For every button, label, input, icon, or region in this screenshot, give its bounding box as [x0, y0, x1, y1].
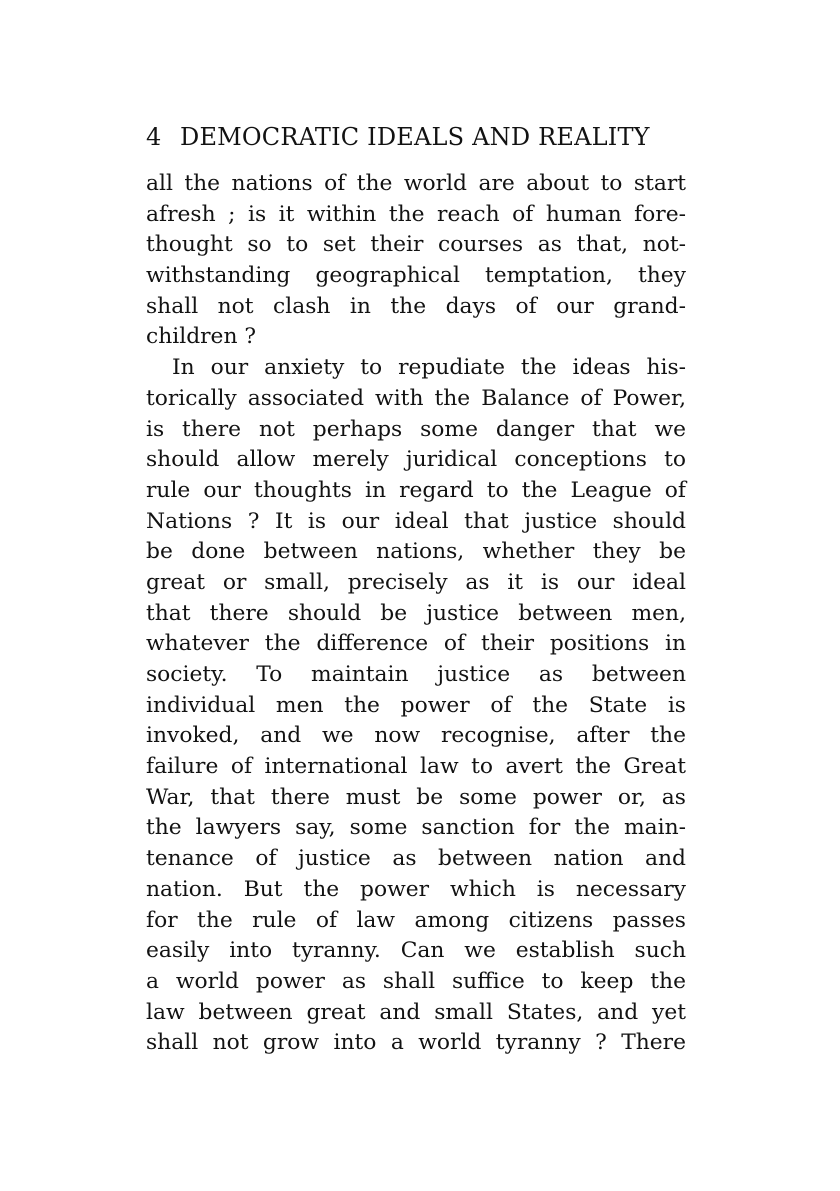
text-line: should allow merely juridical conceptions to: [146, 447, 686, 473]
text-line: tenance of justice as between nation and: [146, 846, 686, 872]
text-line: is there not perhaps some danger that we: [146, 416, 686, 442]
text-line: afresh ; is it within the reach of human fore-: [146, 201, 686, 227]
text-line: be done between nations, whether they be: [146, 539, 686, 565]
text-line: Nations ? It is our ideal that justice should: [146, 508, 686, 534]
text-line: failure of international law to avert the Great: [146, 754, 686, 780]
text-line: withstanding geographical temptation, they: [146, 263, 686, 289]
running-title: DEMOCRATIC IDEALS AND REALITY: [180, 123, 650, 151]
text-line: nation. But the power which is necessary: [146, 876, 686, 902]
text-line: a world power as shall suffice to keep the: [146, 968, 686, 994]
text-line: law between great and small States, and yet: [146, 999, 686, 1025]
text-line: children ?: [146, 324, 257, 350]
text-line: War, that there must be some power or, as: [146, 784, 686, 810]
text-line: all the nations of the world are about to start: [146, 171, 686, 196]
text-line: thought so to set their courses as that, not-: [146, 232, 686, 258]
text-line: the lawyers say, some sanction for the main-: [146, 815, 686, 841]
page-number: 4: [146, 123, 162, 151]
text-line: In our anxiety to repudiate the ideas his-: [172, 355, 686, 381]
text-line: for the rule of law among citizens passes: [146, 907, 686, 933]
text-line: easily into tyranny. Can we establish such: [146, 938, 686, 964]
text-line: that there should be justice between men,: [146, 600, 686, 626]
text-line: rule our thoughts in regard to the League of: [146, 477, 686, 503]
running-head: [146, 119, 686, 155]
text-line: invoked, and we now recognise, after the: [146, 723, 686, 749]
text-line: society. To maintain justice as between: [146, 662, 686, 687]
text-line: whatever the difference of their positions in: [146, 631, 686, 657]
text-line: great or small, precisely as it is our ideal: [146, 569, 686, 595]
body-text: [146, 169, 686, 1059]
text-line: shall not grow into a world tyranny ? There: [146, 1030, 686, 1056]
text-line: individual men the power of the State is: [146, 692, 686, 718]
text-line: shall not clash in the days of our grand-: [146, 293, 686, 319]
text-line: torically associated with the Balance of Power,: [146, 385, 686, 411]
